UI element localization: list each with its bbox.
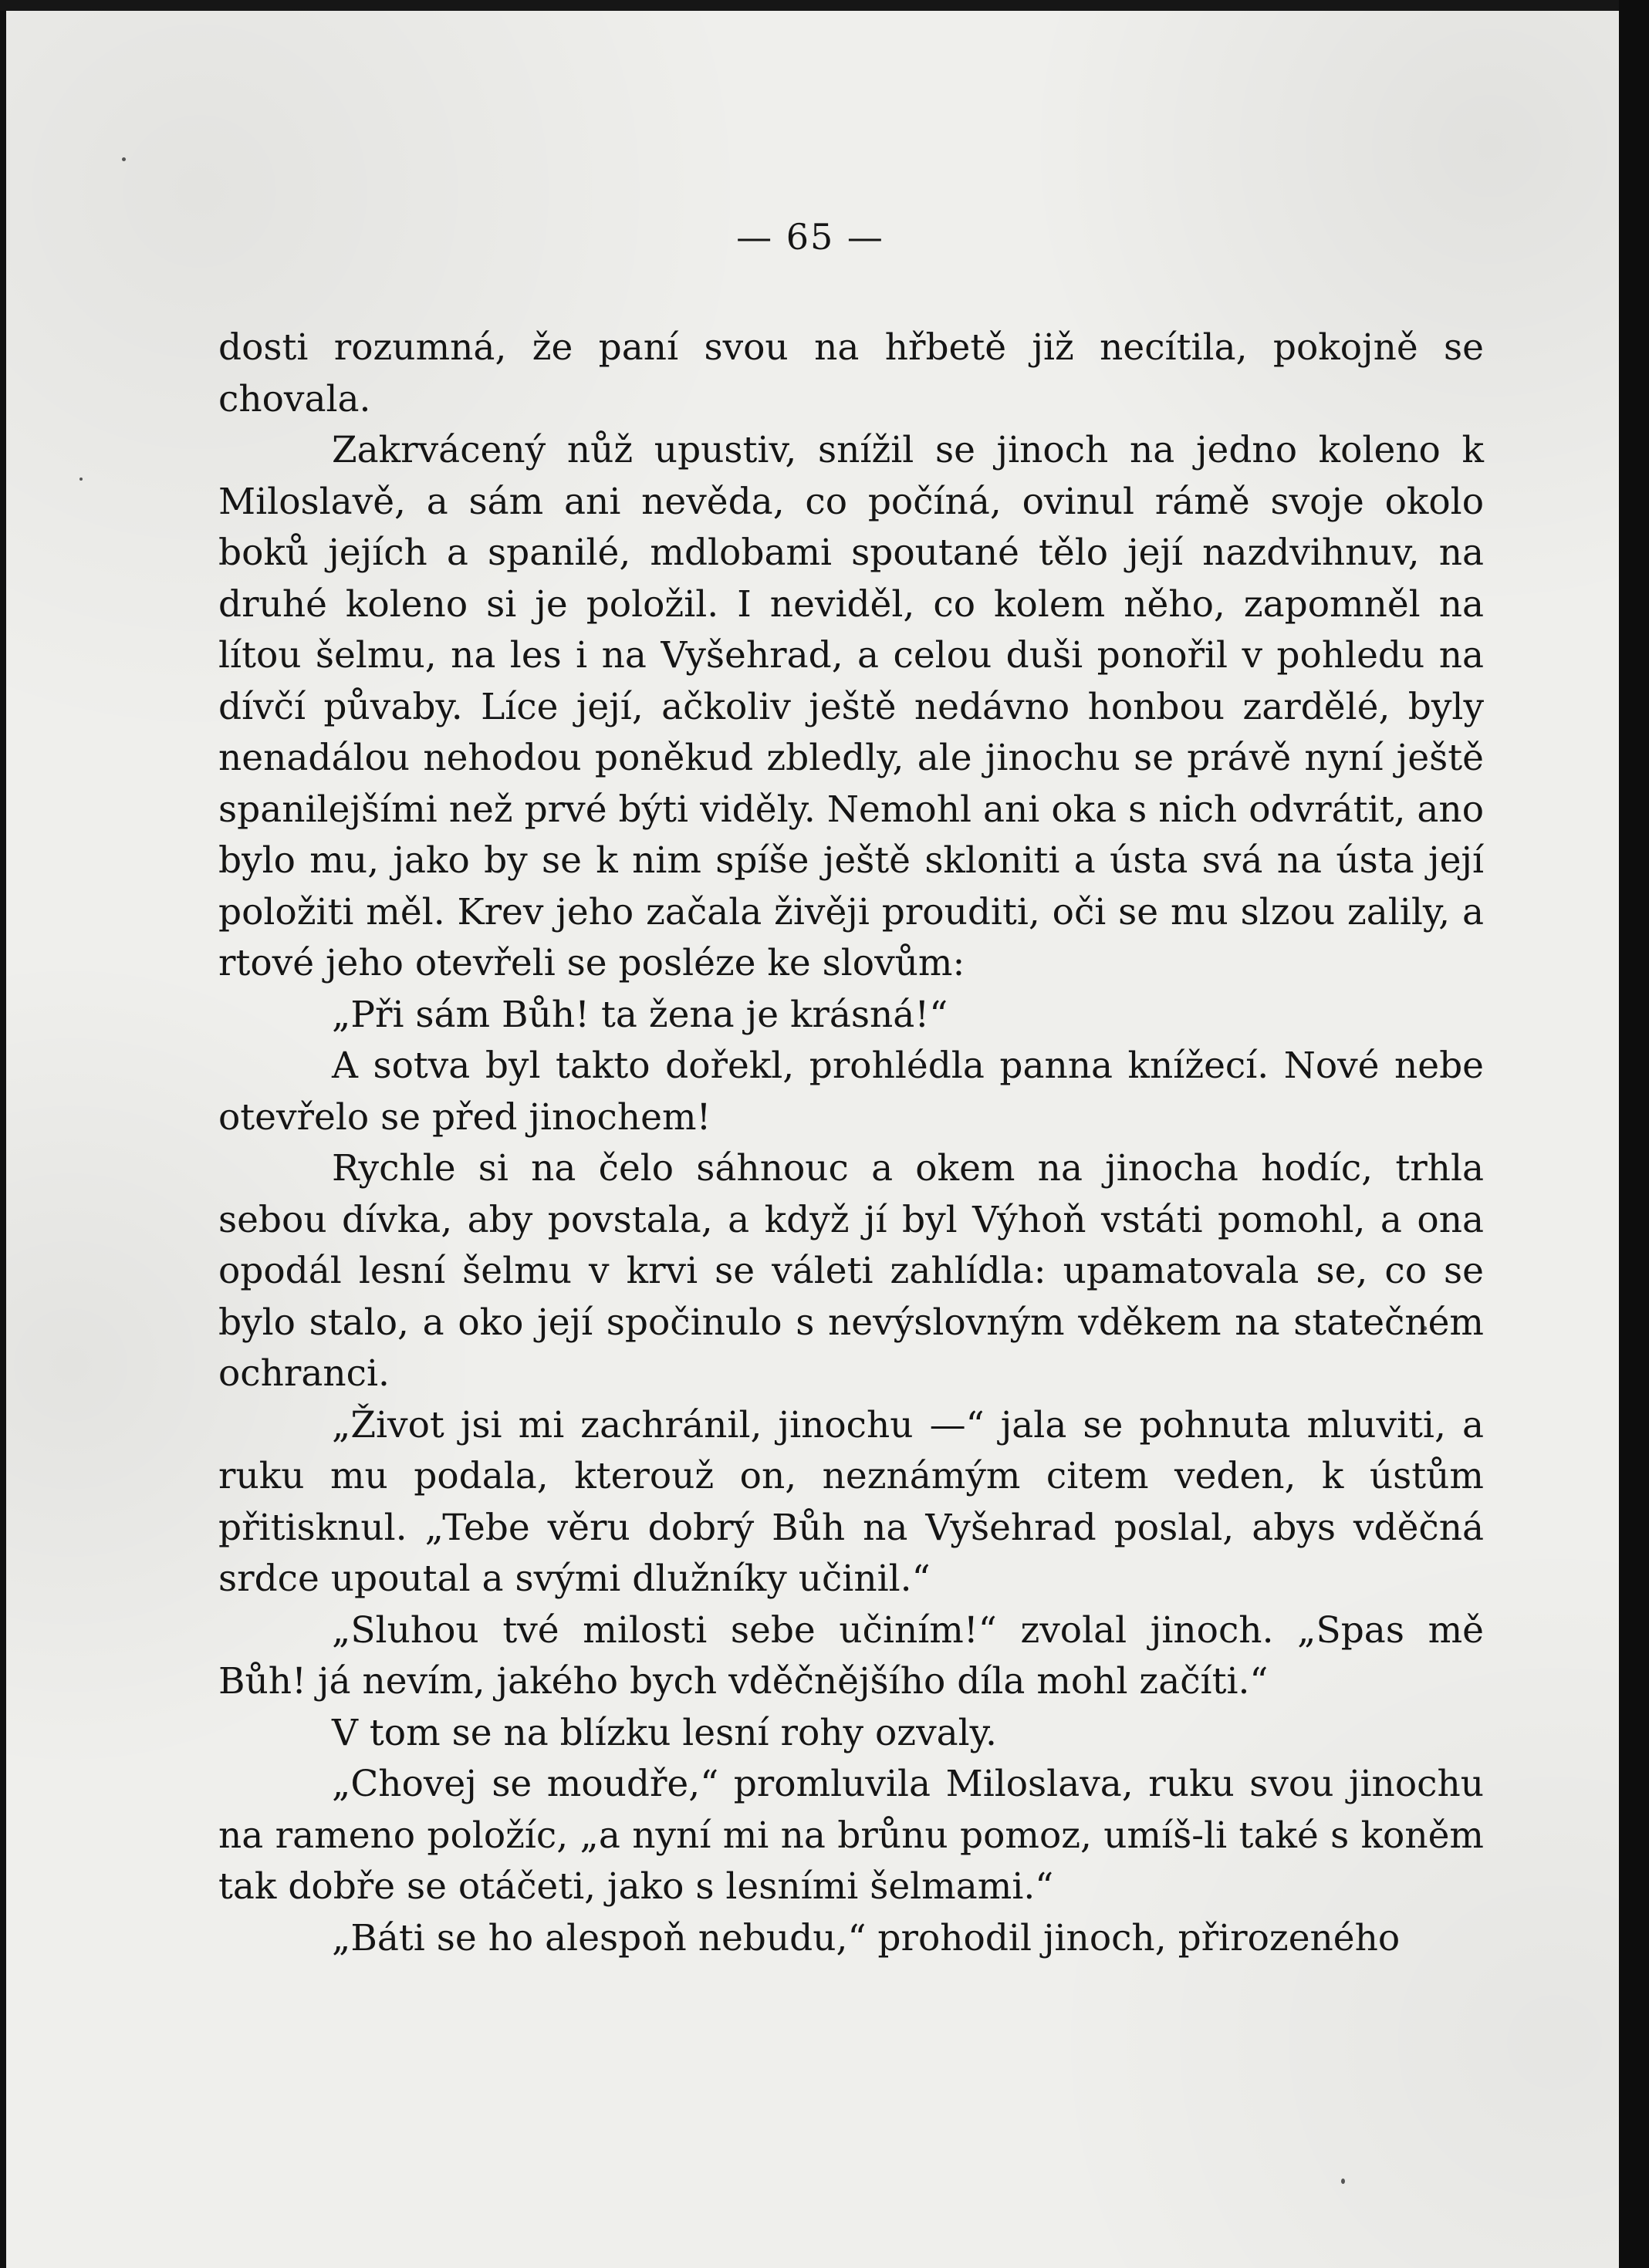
page-number: — 65 — [736, 216, 884, 258]
paragraph: „Při sám Bůh! ta žena je krásná!“ [332, 993, 948, 1036]
paper-speck [79, 478, 83, 481]
paper-speck [1341, 2179, 1345, 2184]
paragraph: „Život jsi mi zachránil, jinochu —“ jala se pohnuta mluviti, a ruku mu podala, kterouž on, neznámým citem veden, k ústům přitisknul. „Tebe věru dobrý Bůh na Vyšehrad poslal, abys vděčná srdce upoutal a svými dlužníky učinil.“ [218, 1403, 1484, 1600]
paragraph: A sotva byl takto dořekl, prohlédla panna knížecí. Nové nebe otevřelo se před jinochem! [218, 1045, 1484, 1139]
paragraph: „Chovej se moudře,“ promluvila Miloslava, ruku svou jinochu na rameno položíc, „a nyní mi na brůnu pomoz, umíš-li také s koněm tak dobře se otáčeti, jako s lesními šelmami.“ [218, 1763, 1484, 1908]
scan-top-border [0, 0, 1649, 11]
paragraph: dosti rozumná, že paní svou na hřbetě již necítila, pokojně se chovala. [218, 326, 1484, 420]
paragraph: Rychle si na čelo sáhnouc a okem na jinocha hodíc, trhla sebou dívka, aby povstala, a když jí byl Výhoň vstáti pomohl, a ona opodál lesní šelmu v krvi se váleti zahlídla: upamatovala se, co se bylo stalo, a oko její spočinulo s nevýslovným vděkem na statečném ochranci. [218, 1147, 1484, 1395]
paragraph: „Sluhou tvé milosti sebe učiním!“ zvolal jinoch. „Spas mě Bůh! já nevím, jakého bych vděčnějšího díla mohl začíti.“ [218, 1608, 1484, 1703]
paper-speck [122, 157, 126, 161]
paragraph: V tom se na blízku lesní rohy ozvaly. [332, 1711, 997, 1754]
paragraph: Zakrvácený nůž upustiv, snížil se jinoch na jedno koleno k Miloslavě, a sám ani nevěda, co počíná, ovinul rámě svoje okolo boků jejích a spanilé, mdlobami spoutané tělo její nazdvihnuv, na druhé koleno si je položil. I neviděl, co kolem něho, zapomněl na lítou šelmu, na les i na Vyšehrad, a celou duši ponořil v pohledu na dívčí půvaby. Líce její, ačkoliv ještě nedávno honbou zardělé, byly nenadálou nehodou poněkud zbledly, ale jinochu se právě nyní ještě spanilejšími než prvé býti viděly. Nemohl ani oka s nich odvrátit, ano bylo mu, jako by se k nim spíše ještě skloniti a ústa svá na ústa její položiti měl. Krev jeho začala živěji prouditi, oči se mu slzou zalily, a rtové jeho otevřeli se posléze ke slovům: [218, 429, 1484, 984]
scan-right-border [1619, 0, 1649, 2268]
body-text [218, 322, 1484, 1964]
paragraph: „Báti se ho alespoň nebudu,“ prohodil jinoch, přirozeného [332, 1916, 1401, 1959]
